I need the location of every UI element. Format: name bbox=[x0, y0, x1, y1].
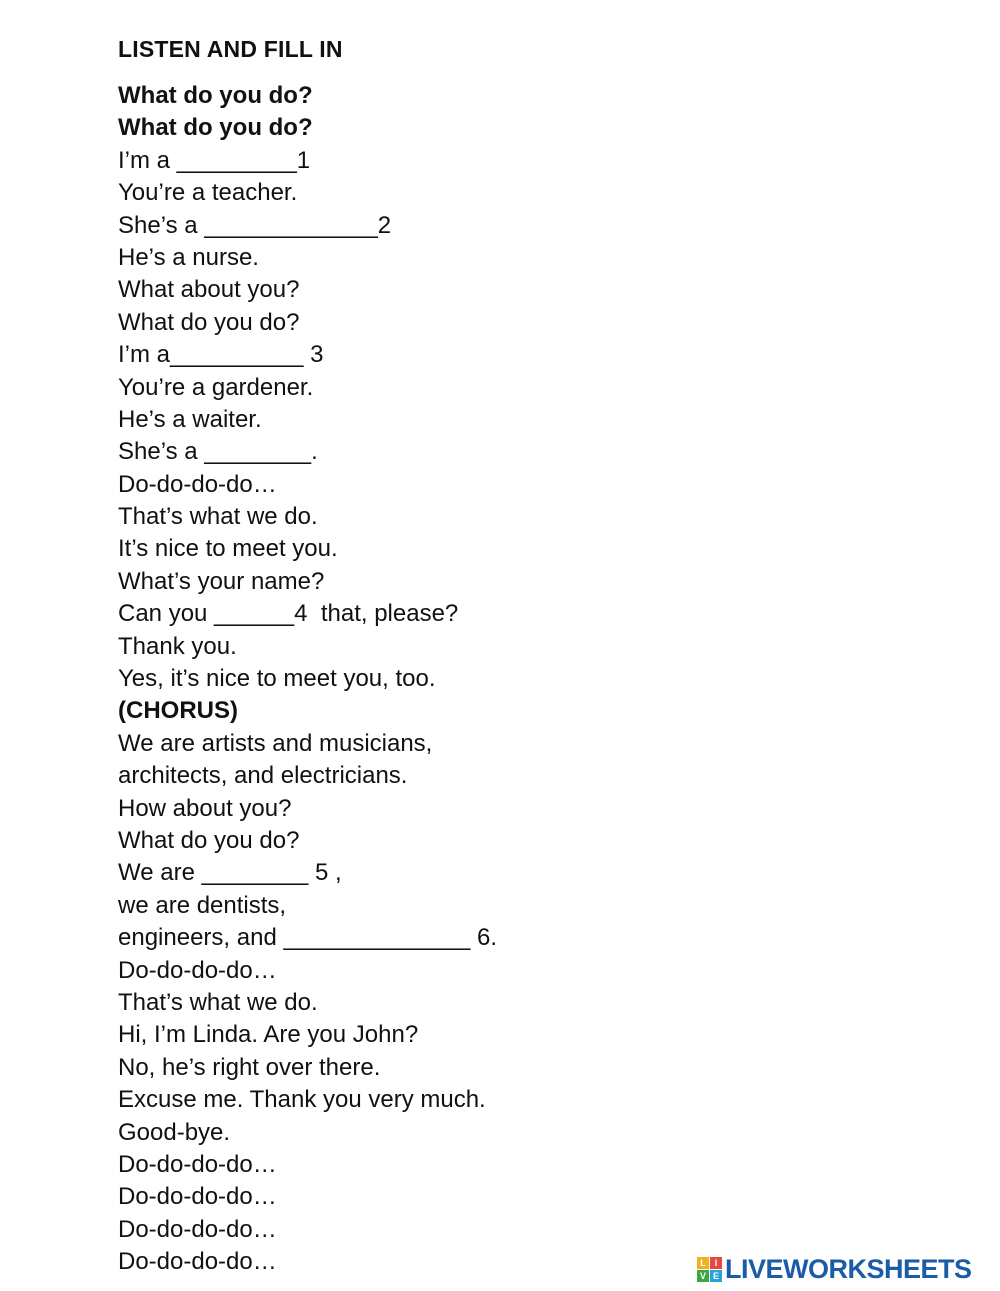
lyric-line: That’s what we do. bbox=[118, 988, 318, 1016]
lyric-line: You’re a teacher. bbox=[118, 179, 298, 207]
logo-letter-tile: V bbox=[697, 1270, 709, 1282]
lyric-line: I’m a _________1 bbox=[118, 146, 311, 174]
lyric-line: I’m a__________ 3 bbox=[118, 341, 324, 369]
lyric-line: He’s a waiter. bbox=[118, 405, 262, 433]
lyric-line: We are ________ 5 , bbox=[118, 859, 342, 887]
logo-letter-tile: L bbox=[697, 1257, 709, 1269]
lyric-line: Do-do-do-do… bbox=[118, 1215, 277, 1243]
logo-letter-tile: I bbox=[710, 1257, 722, 1269]
lyric-line: (CHORUS) bbox=[118, 697, 238, 725]
lyric-line: You’re a gardener. bbox=[118, 373, 314, 401]
lyric-line: What do you do? bbox=[118, 114, 313, 142]
lyric-line: Do-do-do-do… bbox=[118, 1248, 277, 1276]
lyric-line: Excuse me. Thank you very much. bbox=[118, 1086, 486, 1114]
lyric-line: architects, and electricians. bbox=[118, 762, 408, 790]
logo-letter-tile: E bbox=[710, 1270, 722, 1282]
lyric-line: We are artists and musicians, bbox=[118, 729, 433, 757]
lyric-line: What do you do? bbox=[118, 826, 300, 854]
lyric-line: Do-do-do-do… bbox=[118, 956, 277, 984]
lyric-line: What do you do? bbox=[118, 82, 313, 109]
worksheet bbox=[118, 32, 878, 1278]
lyric-line: No, he’s right over there. bbox=[118, 1053, 381, 1081]
liveworksheets-logo[interactable] bbox=[697, 1254, 972, 1284]
liveworksheets-logo-icon bbox=[697, 1257, 722, 1282]
lyric-line: Hi, I’m Linda. Are you John? bbox=[118, 1021, 419, 1049]
lyric-line: engineers, and ______________ 6. bbox=[118, 924, 498, 952]
lyric-line: She’s a ________. bbox=[118, 438, 318, 466]
lyric-line: What’s your name? bbox=[118, 567, 325, 595]
worksheet-title: LISTEN AND FILL IN bbox=[118, 36, 343, 62]
lyric-line: That’s what we do. bbox=[118, 503, 318, 531]
lyric-line: Do-do-do-do… bbox=[118, 1183, 277, 1211]
lyric-line: Thank you. bbox=[118, 632, 237, 660]
lyric-line: Yes, it’s nice to meet you, too. bbox=[118, 665, 436, 693]
lyric-line: What do you do? bbox=[118, 308, 300, 336]
lyric-line: She’s a _____________2 bbox=[118, 211, 392, 239]
lyric-line: we are dentists, bbox=[118, 891, 287, 919]
lyric-line: It’s nice to meet you. bbox=[118, 535, 338, 563]
lyric-line: Do-do-do-do… bbox=[118, 1150, 277, 1178]
lyric-line: Can you ______4 that, please? bbox=[118, 600, 459, 628]
lyric-line: What about you? bbox=[118, 276, 300, 304]
lyric-line: Good-bye. bbox=[118, 1118, 231, 1146]
lyric-line: How about you? bbox=[118, 794, 292, 822]
liveworksheets-logo-text: LIVEWORKSHEETS bbox=[725, 1253, 972, 1284]
lyrics-list bbox=[118, 80, 878, 1278]
lyric-line: He’s a nurse. bbox=[118, 243, 259, 271]
lyric-line: Do-do-do-do… bbox=[118, 470, 277, 498]
